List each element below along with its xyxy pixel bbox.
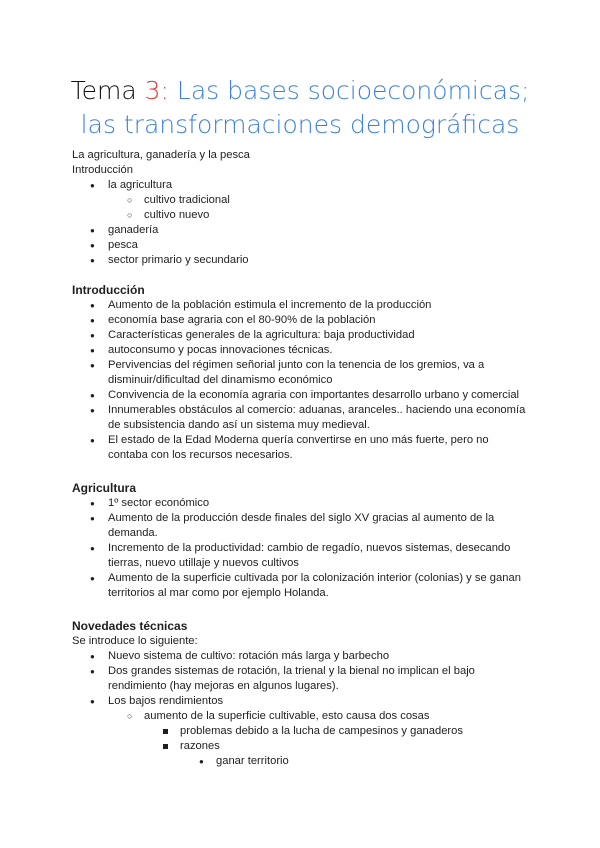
- list-item-continued: contaba con los recursos necesarios.: [108, 449, 293, 461]
- bullet-icon: ●: [90, 652, 95, 661]
- list-item: Aumento de la superficie cultivada por la colonización interior (colonias) y se ganan: [108, 572, 521, 584]
- bullet-icon: ●: [90, 181, 95, 190]
- list-item-continued: territorios al mar como por ejemplo Holanda.: [108, 587, 329, 599]
- square-bullet-icon: [163, 729, 168, 734]
- bullet-icon: ●: [90, 301, 95, 310]
- bullet-icon: ●: [90, 346, 95, 355]
- list-item: Dos grandes sistemas de rotación, la trienal y la bienal no implican el bajo: [108, 665, 475, 677]
- summary-item-agricultura: la agricultura: [108, 179, 173, 191]
- summary-sub-nuevo: cultivo nuevo: [144, 209, 210, 221]
- section-heading-novedades: Novedades técnicas: [72, 619, 188, 633]
- bullet-icon: ●: [90, 316, 95, 325]
- bullet-icon: ●: [90, 514, 95, 523]
- list-item: Aumento de la población estimula el incremento de la producción: [108, 299, 432, 311]
- title-prefix: Tema: [70, 76, 137, 105]
- summary-item-pesca: pesca: [108, 239, 138, 251]
- list-item-continued: tierras, nuevo utillaje y nuevos cultivos: [108, 557, 299, 569]
- summary-line2: Introducción: [72, 164, 133, 176]
- bullet-icon: ●: [90, 697, 95, 706]
- summary-item-sector: sector primario y secundario: [108, 254, 249, 266]
- sub-sub-sub-list-item: ganar territorio: [216, 755, 289, 767]
- circle-bullet-icon: ○: [127, 210, 133, 220]
- sub-sub-list-item: problemas debido a la lucha de campesinos y ganaderos: [180, 725, 463, 737]
- bullet-icon: ●: [90, 391, 95, 400]
- circle-bullet-icon: ○: [127, 711, 133, 721]
- list-item: Los bajos rendimientos: [108, 695, 224, 707]
- page-title-line1: [0, 74, 600, 108]
- list-item: Innumerables obstáculos al comercio: aduanas, aranceles.. haciendo una economía: [108, 404, 526, 416]
- title-line1-rest: Las bases socioeconómicas;: [176, 76, 530, 105]
- sub-sub-list-item: razones: [180, 740, 220, 752]
- title-colon: :: [160, 76, 169, 105]
- bullet-icon: ●: [90, 667, 95, 676]
- bullet-icon: ●: [90, 436, 95, 445]
- circle-bullet-icon: ○: [127, 195, 133, 205]
- title-number: 3: [144, 76, 161, 105]
- list-item: Convivencia de la economía agraria con importantes desarrollo urbano y comercial: [108, 389, 520, 401]
- bullet-icon: ●: [90, 226, 95, 235]
- list-item: Aumento de la producción desde finales del siglo XV gracias al aumento de la: [108, 512, 495, 524]
- list-item-continued: rendimiento (hay mejoras en algunos lugares).: [108, 680, 339, 692]
- sub-list-item: aumento de la superficie cultivable, esto causa dos cosas: [144, 710, 430, 722]
- list-item: Nuevo sistema de cultivo: rotación más larga y barbecho: [108, 650, 390, 662]
- list-item: autoconsumo y pocas innovaciones técnicas.: [108, 344, 333, 356]
- page-title-line2: las transformaciones demográficas: [80, 110, 520, 139]
- summary-sub-tradicional: cultivo tradicional: [144, 194, 230, 206]
- list-item-continued: disminuir/dificultad del dinamismo económico: [108, 374, 333, 386]
- bullet-icon: ●: [90, 256, 95, 265]
- section-heading-introduccion: Introducción: [72, 283, 145, 297]
- bullet-icon: ●: [90, 241, 95, 250]
- list-item: Incremento de la productividad: cambio de regadío, nuevos sistemas, desecando: [108, 542, 511, 554]
- bullet-icon: ●: [90, 331, 95, 340]
- list-item: El estado de la Edad Moderna quería convertirse en uno más fuerte, pero no: [108, 434, 489, 446]
- list-item: economía base agraria con el 80-90% de la población: [108, 314, 376, 326]
- square-bullet-icon: [163, 744, 168, 749]
- section-heading-agricultura: Agricultura: [72, 481, 137, 495]
- bullet-icon: ●: [90, 406, 95, 415]
- list-item: Características generales de la agricultura: baja productividad: [108, 329, 415, 341]
- summary-line1: La agricultura, ganadería y la pesca: [72, 149, 250, 161]
- bullet-icon: ●: [90, 499, 95, 508]
- bullet-icon: ●: [90, 361, 95, 370]
- list-item: 1º sector económico: [108, 497, 210, 509]
- novedades-intro: Se introduce lo siguiente:: [72, 635, 198, 647]
- list-item-continued: de subsistencia dando así un sistema muy medieval.: [108, 419, 370, 431]
- summary-item-ganaderia: ganadería: [108, 224, 159, 236]
- list-item: Pervivencias del régimen señorial junto con la tenencia de los gremios, va a: [108, 359, 485, 371]
- list-item-continued: demanda.: [108, 527, 158, 539]
- bullet-icon: ●: [90, 544, 95, 553]
- bullet-icon: ●: [90, 574, 95, 583]
- bullet-icon: ●: [199, 757, 204, 766]
